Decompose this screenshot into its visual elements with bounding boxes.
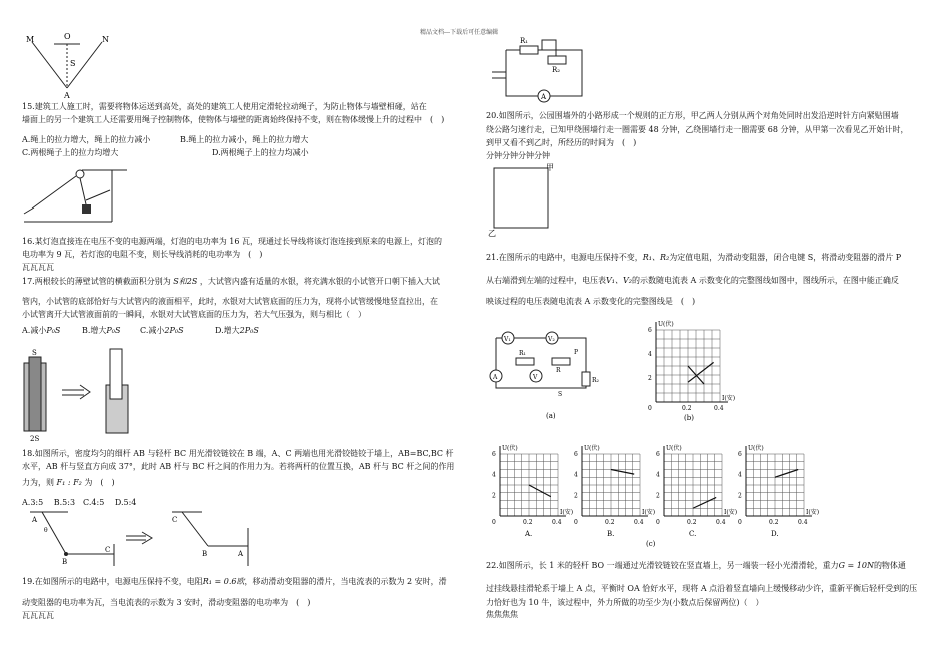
q17-line2: 管内，小试管的底部恰好与大试管内的液面相平，此时，水银对大试管底面的压力为，现将小试管缓慢地竖直拉出，在 xyxy=(22,297,438,306)
graph-b-tick-i: 0.4 xyxy=(714,405,724,412)
graph-a-tick-u: 4 xyxy=(492,471,496,479)
q21-line2a: 从右端滑到左端的过程中，电压表 xyxy=(486,276,606,285)
q21-line1b: 为定值电阻，为滑动变阻器，闭合电键 S，将滑动变阻器的滑片 P xyxy=(669,253,902,262)
label-r: R xyxy=(556,367,561,374)
q17-line1c: ，大试管内盛有适量的水银，将充满水银的小试管开口朝下插入大试 xyxy=(199,277,440,286)
q15-line2: 墙面上的另一个建筑工人还需要用绳子控制物体，使物体与墙壁的距离始终保持不变，则在物体缓慢上升的过程中 ( ) xyxy=(22,115,445,124)
q17-opt-a: A.减小 xyxy=(22,326,47,335)
q17-opt-c-value: 2P₀S xyxy=(164,326,184,335)
q21-graph-c xyxy=(486,436,826,548)
graph-d-tick-u: 6 xyxy=(738,451,742,458)
q19-line1a: 19.在如图所示的电路中，电源电压保持不变，电阻 xyxy=(22,577,203,586)
graph-b-tick-u: 4 xyxy=(574,471,578,479)
label-c: C xyxy=(105,546,111,554)
q21-graph-b xyxy=(640,312,740,422)
q15-opt-a: A.绳上的拉力增大，绳上的拉力减小 xyxy=(22,135,151,144)
test-tube-figure xyxy=(22,345,142,443)
q21-circuit xyxy=(486,328,606,420)
q15-opt-c: C.两根绳子上的拉力均增大 xyxy=(22,148,119,157)
graph-b-u-axis-label: U(伏) xyxy=(658,321,674,328)
label-s: S xyxy=(70,59,76,68)
label-m: M xyxy=(26,35,35,44)
graph-c-segment-0 xyxy=(693,497,716,508)
label-o: O xyxy=(64,32,71,41)
graph-b-i-axis-label: I(安) xyxy=(642,509,656,516)
graph-d-tick-u: 2 xyxy=(738,492,742,500)
graph-d-tick-i: 0.2 xyxy=(769,519,779,526)
q16-line1: 16.某灯泡直接连在电压不变的电源两端，灯泡的电功率为 16 瓦，现通过长导线将该灯泡连接到原来的电源上，灯泡的 xyxy=(22,237,442,246)
q21-r1r2: R₁、R₂ xyxy=(642,253,670,262)
square-path-figure xyxy=(488,163,558,238)
graph-b-tick-u: 2 xyxy=(648,375,652,382)
graph-a-zero: 0 xyxy=(492,519,496,526)
graph-d-segment-0 xyxy=(775,470,798,478)
graph-b-tick-u: 2 xyxy=(574,492,578,500)
graph-a-option-label: A. xyxy=(525,530,533,538)
q17-opt-b: B.增大 xyxy=(82,326,107,335)
q21-v1v2: V₁、V₂ xyxy=(606,276,632,285)
q19-line2: 动变阻器的电功率为瓦，当电流表的示数为 3 安时，滑动变阻器的电功率为 ( ) xyxy=(22,598,311,607)
label-r2: R₂ xyxy=(552,66,561,74)
q15-opt-d: D.两根绳子上的拉力均减小 xyxy=(212,148,309,157)
q18-line3a: 力为，则 xyxy=(22,478,54,487)
caption-b: (b) xyxy=(684,414,694,422)
graph-c-option-label: C. xyxy=(689,530,697,538)
graph-d-zero: 0 xyxy=(738,519,742,526)
graph-a-tick-i: 0.4 xyxy=(552,519,562,526)
label-2s: 2S xyxy=(30,435,40,443)
label-a: A xyxy=(32,516,38,524)
q20-line2: 绕公路匀速行走，已知甲绕围墙行走一圈需要 48 分钟，乙绕围墙行走一圈需要 68 分钟，从甲第一次看见乙开始计时， xyxy=(486,125,909,134)
caption-a: (a) xyxy=(546,412,556,420)
q22-line1b: 的物体通 xyxy=(873,561,906,570)
graph-b-u-axis-label: U(伏) xyxy=(584,445,600,452)
label-yi: 乙 xyxy=(488,229,496,238)
q17-opt-d: D.增大 xyxy=(215,326,240,335)
label-c-swapped: C xyxy=(172,516,178,524)
graph-c-i-axis-label: I(安) xyxy=(724,509,738,516)
graph-b-i-axis-label: I(安) xyxy=(722,395,736,402)
label-b: B xyxy=(62,558,68,566)
graph-a-tick-u: 6 xyxy=(492,451,496,458)
graph-b-tick-i: 0.2 xyxy=(605,519,615,526)
q15-line1: 15.建筑工人施工时，需要将物体运送到高处，高处的建筑工人使用定滑轮拉动绳子，为防止物体与墙壁相碰，站在 xyxy=(22,102,427,111)
q22-line2: 过挂线悬挂滑轮系于墙上 A 点，平衡时 OA 恰好水平，现将 A 点沿着竖直墙向上缓慢移动少许，重新平衡后轻杆受到的压 xyxy=(486,584,918,593)
label-a-swapped: A xyxy=(238,550,244,558)
label-n: N xyxy=(102,35,109,44)
graph-b-zero: 0 xyxy=(648,405,652,412)
q17-opt-c: C.减小 xyxy=(140,326,165,335)
graph-b-tick-i: 0.2 xyxy=(682,405,692,412)
graph-b-segment-1 xyxy=(688,362,714,382)
q15-opt-b: B.绳上的拉力减小，绳上的拉力增大 xyxy=(180,135,309,144)
label-ammeter: A xyxy=(541,93,547,101)
q18-ratio: F₁ : F₂ xyxy=(56,478,82,487)
q22-line1a: 22.如图所示，长 1 米的轻杆 BO 一端通过光滑铰链铰在竖直墙上，另一端装一轻小光滑滑轮，重力 xyxy=(486,561,839,570)
graph-a-tick-u: 2 xyxy=(492,492,496,500)
graph-c-zero: 0 xyxy=(656,519,660,526)
q22-line3: 力恰好也为 10 牛，该过程中，外力所做的功至少为(小数点后保留两位)（ ） xyxy=(486,598,764,607)
graph-a-segment-0 xyxy=(529,485,551,497)
q18-line3b: 为 ( ) xyxy=(84,478,115,487)
label-theta: θ xyxy=(44,527,48,534)
label-a: A xyxy=(493,374,498,381)
q19-line1b: ，移动滑动变阻器的滑片，当电流表的示数为 2 安时，滑 xyxy=(244,577,447,586)
q17-opt-b-value: P₀S xyxy=(106,326,121,335)
q18-options: A.3:5 B.5:3 C.4:5 D.5:4 xyxy=(22,498,137,507)
graph-c-tick-i: 0.4 xyxy=(716,519,726,526)
q16-options: 瓦瓦瓦瓦 xyxy=(22,263,54,272)
q19-r1: R₁ = 0.6欧 xyxy=(202,577,245,586)
label-s: S xyxy=(558,391,563,398)
q17-line1a: 17.两根较长的薄壁试管的横截面积分别为 xyxy=(22,277,171,286)
page-header: 精品文档---下载后可任意编辑 xyxy=(420,29,499,36)
graph-d-tick-u: 4 xyxy=(738,471,742,479)
label-a: A xyxy=(64,91,70,100)
q21-line3: 映该过程的电压表随电流表 A 示数变化的完整图线是 ( ) xyxy=(486,297,696,306)
mirror-figure xyxy=(22,30,122,100)
graph-c-tick-u: 6 xyxy=(656,451,660,458)
label-v2: V₂ xyxy=(548,336,555,343)
q21-line2b: 的示数随电流表 A 示数变化的完整图线如图中，图线所示，在图中能正确反 xyxy=(631,276,899,285)
q19-options: 瓦瓦瓦瓦 xyxy=(22,611,54,620)
q20-options: 分钟分钟分钟分钟 xyxy=(486,151,550,160)
q16-line2: 电功率为 9 瓦，若灯泡的电阻不变，则长导线消耗的电功率为 ( ) xyxy=(22,250,263,259)
caption-c: (c) xyxy=(646,540,656,548)
graph-a-i-axis-label: I(安) xyxy=(560,509,574,516)
graph-b-zero: 0 xyxy=(574,519,578,526)
q18-line1: 18.如图所示，密度均匀的细杆 AB 与轻杆 BC 用光滑铰链铰在 B 端，A、C 两端也用光滑铰链铰于墙上，AB=BC,BC 杆 xyxy=(22,449,454,458)
label-jia: 甲 xyxy=(546,163,554,172)
graph-c-tick-u: 4 xyxy=(656,471,660,479)
q22-options: 焦焦焦焦 xyxy=(486,610,518,619)
label-r1: R₁ xyxy=(519,350,526,357)
graph-b-tick-i: 0.4 xyxy=(634,519,644,526)
label-v1: V₁ xyxy=(504,336,511,343)
q20-line1: 20.如图所示，公园围墙外的小路形成一个规则的正方形，甲乙两人分别从两个对角处同时出发沿逆时针方向紧贴围墙 xyxy=(486,111,899,120)
graph-b-segment-0 xyxy=(611,470,634,475)
graph-c-u-axis-label: U(伏) xyxy=(666,445,682,452)
graph-d-tick-i: 0.4 xyxy=(798,519,808,526)
graph-d-i-axis-label: I(安) xyxy=(806,509,820,516)
graph-d-option-label: D. xyxy=(771,530,779,538)
graph-c-tick-u: 2 xyxy=(656,492,660,500)
graph-b-tick-u: 6 xyxy=(648,327,652,334)
q21-line1a: 21.在图所示的电路中，电源电压保持不变， xyxy=(486,253,643,262)
label-r2: R₂ xyxy=(592,377,599,384)
q17-opt-d-value: 2P₀S xyxy=(239,326,259,335)
graph-d-u-axis-label: U(伏) xyxy=(748,445,764,452)
q20-line3: 到甲又看不到乙时，所经历的时间为 ( ) xyxy=(486,138,637,147)
label-p: P xyxy=(574,349,579,356)
q19-circuit xyxy=(486,32,606,104)
graph-b-tick-u: 4 xyxy=(648,351,652,358)
graph-b-tick-u: 6 xyxy=(574,451,578,458)
pulley-figure xyxy=(22,160,132,228)
label-r1: R₁ xyxy=(520,37,529,45)
q22-g: G = 10N xyxy=(838,561,874,570)
graph-c-tick-i: 0.2 xyxy=(687,519,697,526)
label-v: V xyxy=(533,374,538,381)
graph-b-option-label: B. xyxy=(607,530,615,538)
label-s: S xyxy=(32,349,37,357)
q17-opt-a-value: P₀S xyxy=(46,326,61,335)
q17-line3: 小试管离开大试管液面前的一瞬间，水银对大试管底面的压力为，若大气压强为，则与相比（ ） xyxy=(22,310,366,319)
rod-figure xyxy=(22,508,262,570)
graph-a-tick-i: 0.2 xyxy=(523,519,533,526)
q18-line2: 水平，AB 杆与竖直方向成 37°，此时 AB 杆与 BC 杆之间的作用力为。若将两杆的位置互换，AB 杆与 BC 杆之间的作用 xyxy=(22,462,455,471)
label-b-swapped: B xyxy=(202,550,208,558)
q17-s-2s: S和2S xyxy=(173,277,198,286)
graph-a-u-axis-label: U(伏) xyxy=(502,445,518,452)
